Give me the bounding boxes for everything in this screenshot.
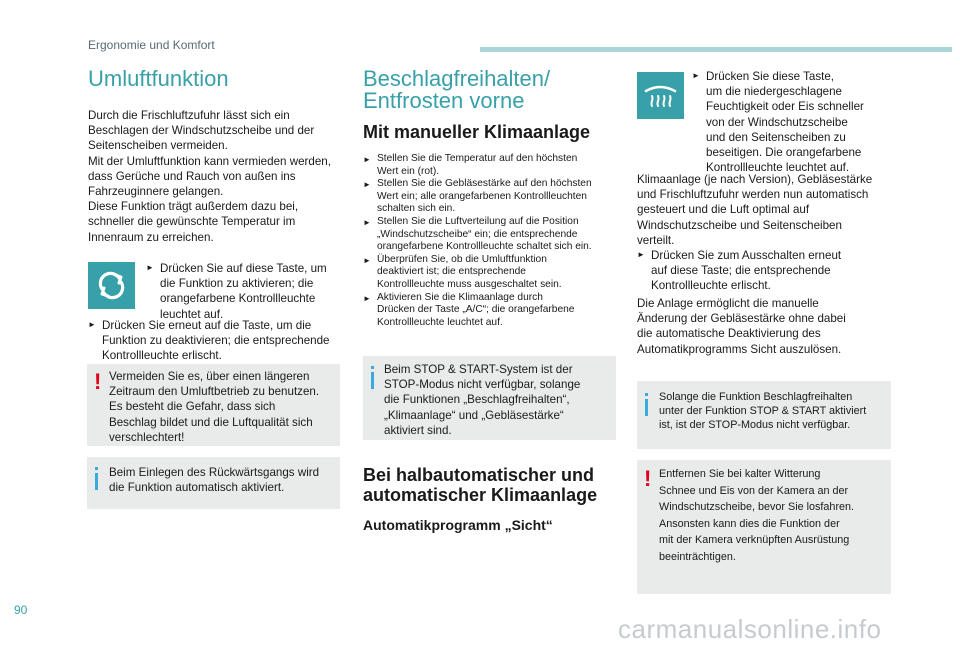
info-box-stop bbox=[363, 356, 616, 440]
step-defrost-on-text: Drücken Sie diese Taste, um die niedergeschlagene Feuchtigkeit oder Eis schneller von der Windschutzscheibe und den Seitenscheiben zu beseitigen. Die orangefarbene Kontrollleuchte leuchtet auf. bbox=[706, 70, 864, 175]
heading-beschlag: Beschlagfreihalten/ Entfrosten vorne bbox=[363, 66, 551, 113]
warning-text: Entfernen Sie bei kalter Witterung Schnee und Eis von der Kamera an der Windschutzscheibe, bevor Sie losfahren. Ansonsten kann dies die Funktion der mit der Kamera verknüpften Ausrüstung beeinträchtigen. bbox=[659, 468, 855, 563]
intro-text: Durch die Frischluftzufuhr lässt sich ein Beschlagen der Windschutzscheibe und der Seitenscheiben vermeiden. Mit der Umluftfunktion kann vermieden werden, dass Gerüche und Rauch von außen ins Fahrzeuginnere gelangen. Diese Funktion trägt außerdem dazu bei, schneller die gewünschte Temperatur im Innenraum zu erreichen. bbox=[88, 109, 331, 244]
bullet-icon: ► bbox=[637, 250, 645, 259]
list-item: ► Stellen Sie die Gebläsestärke auf den höchsten Wert ein; alle orangefarbenen Kontrollleuchten schalten sich ein. bbox=[363, 178, 592, 215]
step-activate bbox=[146, 261, 346, 322]
section-bar bbox=[480, 47, 952, 52]
info-box bbox=[87, 457, 340, 509]
list-item: ► Aktivieren Sie die Klimaanlage durch Drücken der Taste „A/C“; die orangefarbene Kontrollleuchte leuchtet auf. bbox=[363, 291, 575, 328]
sub-manual: Mit manueller Klimaanlage bbox=[363, 122, 591, 142]
watermark: carmanualsonline.info bbox=[618, 614, 882, 644]
bullet-icon: ► bbox=[88, 320, 96, 329]
warning-icon: ! bbox=[644, 466, 652, 491]
info-text: Solange die Funktion Beschlagfreihalten unter der Funktion STOP & START aktiviert ist, ist der STOP-Modus nicht verfügbar. bbox=[659, 391, 867, 431]
bullet-icon: ► bbox=[692, 71, 700, 80]
step-defrost-on bbox=[692, 69, 892, 175]
section-title: Ergonomie und Komfort bbox=[88, 38, 215, 52]
warning-box-camera bbox=[637, 460, 891, 594]
recirculation-icon bbox=[88, 262, 135, 309]
sub-auto: Bei halbautomatischer und automatischer Klimaanlage bbox=[363, 465, 598, 505]
step-activate-text: Drücken Sie auf diese Taste, um die Funktion zu aktivieren; die orangefarbene Kontrollleuchte leuchtet auf. bbox=[160, 262, 327, 321]
bullet-icon: ► bbox=[363, 255, 371, 265]
page-number: 90 bbox=[14, 603, 28, 617]
info-icon bbox=[645, 393, 648, 396]
step-deactivate bbox=[88, 318, 348, 364]
manual-change-text: Die Anlage ermöglicht die manuelle Änderung der Gebläsestärke ohne dabei die automatische Deaktivierung des Automatikprogramms Sicht auszulösen. bbox=[637, 297, 846, 356]
sub-sicht: Automatikprogramm „Sicht“ bbox=[363, 517, 553, 533]
bullet-icon: ► bbox=[363, 180, 371, 190]
info-icon bbox=[371, 366, 374, 369]
step-deactivate-text: Drücken Sie erneut auf die Taste, um die Funktion zu deaktivieren; die entsprechende Kontrollleuchte erlischt. bbox=[102, 319, 330, 363]
bullet-icon: ► bbox=[363, 293, 371, 303]
list-item: ► Überprüfen Sie, ob die Umluftfunktion deaktiviert ist; die entsprechende Kontrollleuchte muss ausgeschaltet sein. bbox=[363, 253, 562, 290]
list-item: ► Stellen Sie die Temperatur auf den höchsten Wert ein (rot). bbox=[363, 153, 578, 177]
info-text: Beim STOP & START-System ist der STOP-Modus nicht verfügbar, solange die Funktionen „Beschlagfreihalten“, „Klimaanlage“ und „Gebläsestärke“ aktiviert sind. bbox=[384, 363, 581, 437]
info-box-stop-start bbox=[637, 381, 891, 449]
info-icon bbox=[95, 467, 98, 470]
bullet-icon: ► bbox=[363, 155, 371, 164]
warning-icon: ! bbox=[94, 369, 102, 394]
warning-text: Vermeiden Sie es, über einen längeren Zeitraum den Umluftbetrieb zu benutzen. Es besteht die Gefahr, dass sich Beschlag bildet und die Luftqualität sich verschlechtert! bbox=[109, 370, 320, 444]
bullet-icon: ► bbox=[146, 263, 154, 272]
step-defrost-off-text: Drücken Sie zum Ausschalten erneut auf diese Taste; die entsprechende Kontrollleuchte erlischt. bbox=[651, 249, 842, 293]
warning-box bbox=[87, 364, 340, 446]
defrost-icon bbox=[637, 72, 684, 119]
auto-text: Klimaanlage (je nach Version), Gebläsestärke und Frischluftzufuhr werden nun automatisch gesteuert und die Luft optimal auf Windschutzscheibe und Seitenscheiben verteilt. bbox=[637, 173, 873, 247]
bullet-icon: ► bbox=[363, 217, 371, 227]
list-item: ► Stellen Sie die Luftverteilung auf die Position „Windschutzscheibe“ ein; die entsprechende orangefarbene Kontrollleuchte schaltet sich ein. bbox=[363, 215, 592, 253]
step-defrost-off bbox=[637, 248, 897, 294]
info-text: Beim Einlegen des Rückwärtsgangs wird die Funktion automatisch aktiviert. bbox=[109, 466, 320, 495]
manual-steps bbox=[363, 153, 618, 329]
heading-umluft: Umluftfunktion bbox=[88, 66, 229, 91]
